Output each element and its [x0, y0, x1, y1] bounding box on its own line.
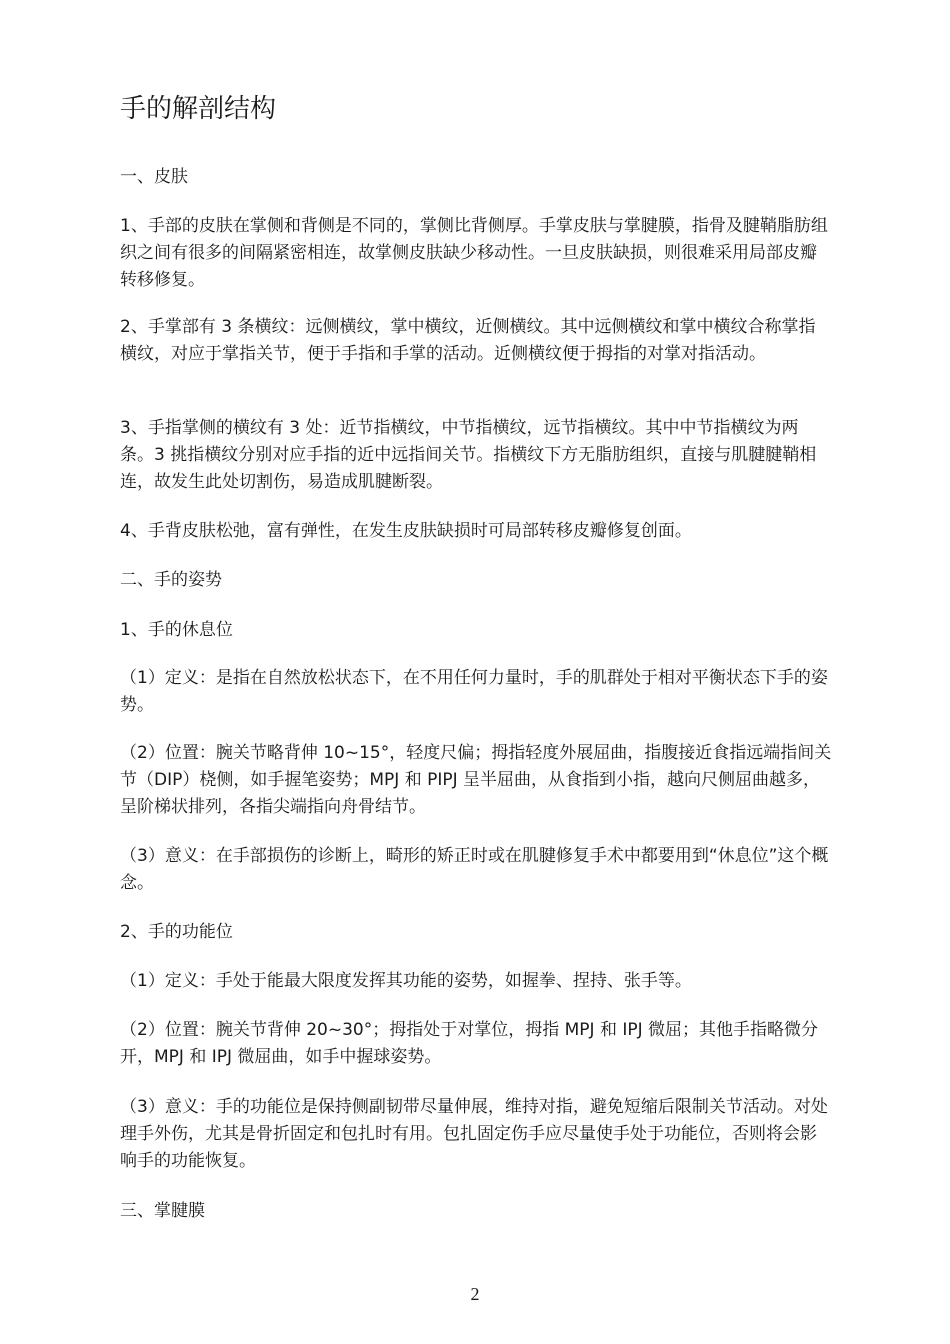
paragraph-functional-definition: （1）定义：手处于能最大限度发挥其功能的姿势，如握拳、捏持、张手等。 — [120, 971, 692, 991]
paragraph-rest-significance: （3）意义：在手部损伤的诊断上，畸形的矫正时或在肌腱修复手术中都要用到“休息位”这个概念。 — [120, 846, 829, 893]
paragraph-functional-position: （2）位置：腕关节背伸 20~30°；拇指处于对掌位，拇指 MPJ 和 IPJ 微屈；其他手指略微分开，MPJ 和 IPJ 微屈曲，如手中握球姿势。 — [120, 1020, 819, 1067]
section-heading-posture: 二、手的姿势 — [120, 570, 222, 590]
paragraph-functional-significance: （3）意义：手的功能位是保持侧副韧带尽量伸展，维持对指，避免短缩后限制关节活动。对处理手外伤，尤其是骨折固定和包扎时有用。包扎固定伤手应尽量使手处于功能位，否则将会影响手的功能恢复。 — [120, 1097, 828, 1171]
paragraph-skin-4: 4、手背皮肤松弛，富有弹性，在发生皮肤缺损时可局部转移皮瓣修复创面。 — [120, 521, 692, 541]
section-heading-skin: 一、皮肤 — [120, 167, 188, 187]
section-heading-palmar-aponeurosis: 三、掌腱膜 — [120, 1201, 205, 1221]
page-title: 手的解剖结构 — [120, 94, 277, 124]
paragraph-rest-definition: （1）定义：是指在自然放松状态下，在不用任何力量时，手的肌群处于相对平衡状态下手的姿势。 — [120, 668, 828, 715]
paragraph-skin-3: 3、手指掌侧的横纹有 3 处：近节指横纹，中节指横纹，远节指横纹。其中中节指横纹为两条。3 挑指横纹分别对应手指的近中远指间关节。指横纹下方无脂肪组织，直接与肌腱腱鞘相连，故发生此处切割伤，易造成肌腱断裂。 — [120, 418, 817, 492]
page-number: 2 — [470, 1284, 480, 1304]
subheading-rest-position: 1、手的休息位 — [120, 620, 233, 640]
paragraph-rest-position: （2）位置：腕关节略背伸 10~15°，轻度尺偏；拇指轻度外展屈曲，指腹接近食指远端指间关节（DIP）桡侧，如手握笔姿势；MPJ 和 PIPJ 呈半屈曲，从食指到小指，越向尺侧屈曲越多，呈阶梯状排列，各指尖端指向舟骨结节。 — [120, 743, 832, 817]
paragraph-skin-2: 2、手掌部有 3 条横纹：远侧横纹，掌中横纹，近侧横纹。其中远侧横纹和掌中横纹合称掌指横纹，对应于掌指关节，便于手指和手掌的活动。近侧横纹便于拇指的对掌对指活动。 — [120, 317, 816, 364]
paragraph-skin-1: 1、手部的皮肤在掌侧和背侧是不同的，掌侧比背侧厚。手掌皮肤与掌腱膜，指骨及腱鞘脂肪组织之间有很多的间隔紧密相连，故掌侧皮肤缺少移动性。一旦皮肤缺损，则很难采用局部皮瓣转移修复。 — [120, 216, 828, 290]
subheading-functional-position: 2、手的功能位 — [120, 922, 233, 942]
